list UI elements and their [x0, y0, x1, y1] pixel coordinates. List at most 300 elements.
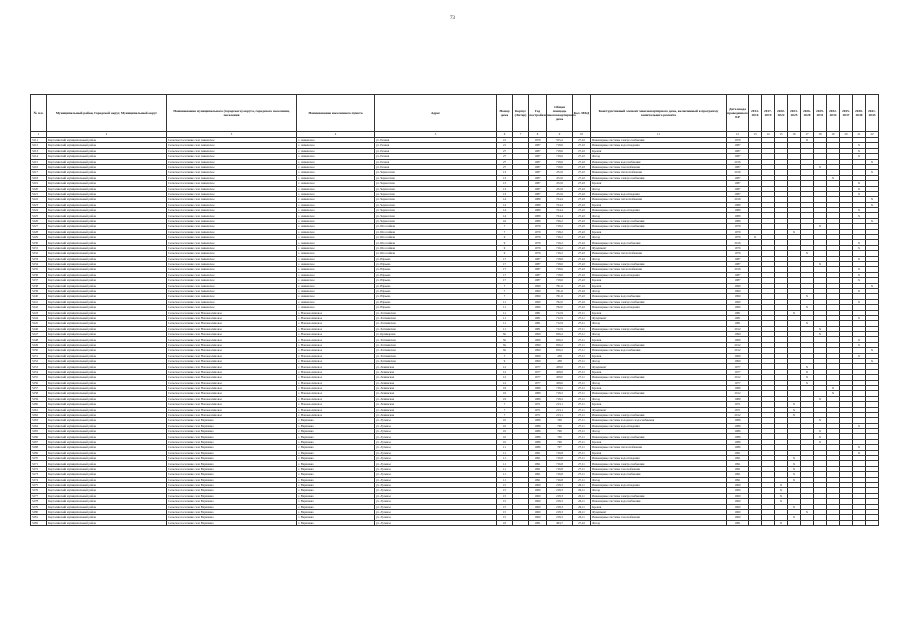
- table-cell: Карталинский муниципальный район: [47, 245, 167, 250]
- table-cell: Карталинский муниципальный район: [47, 251, 167, 256]
- table-cell: 1986: [529, 434, 547, 439]
- column-number-cell: 5: [375, 132, 497, 138]
- header-cell-17: 2026-2028: [801, 95, 814, 132]
- table-cell: 1960: [727, 504, 749, 509]
- table-cell: 1989: [727, 202, 749, 207]
- table-cell: 5227: [31, 224, 47, 229]
- table-cell: Сельское поселение села Новокаолиновое: [167, 342, 297, 347]
- table-cell: Сельское поселение села Варшавка: [167, 466, 297, 471]
- table-cell: 27,11: [573, 412, 591, 417]
- table-cell: 27,22: [573, 175, 591, 180]
- table-cell: 762,0: [547, 305, 573, 310]
- table-cell: Сельское поселение села Анненское: [167, 154, 297, 159]
- table-cell: Инженерные системы водоснабжения: [591, 348, 727, 353]
- table-cell: 1989: [529, 197, 547, 202]
- table-cell: Карталинский муниципальный район: [47, 272, 167, 277]
- table-cell: с. Анненское: [297, 288, 375, 293]
- table-cell: 716,2: [547, 235, 573, 240]
- table-cell: 15: [497, 483, 513, 488]
- table-cell: с. Варшавка: [297, 450, 375, 455]
- table-cell: Карталинский муниципальный район: [47, 138, 167, 143]
- table-cell: [827, 520, 840, 525]
- table-cell: 5226: [31, 218, 47, 223]
- table-cell: 7: [497, 224, 513, 229]
- table-cell: Сельское поселение села Варшавка: [167, 434, 297, 439]
- table-cell: Карталинский муниципальный район: [47, 429, 167, 434]
- table-cell: Кровля: [591, 385, 727, 390]
- table-cell: 27: [497, 164, 513, 169]
- table-cell: 5259: [31, 396, 47, 401]
- table-cell: с. Анненское: [297, 191, 375, 196]
- table-cell: 1987: [727, 154, 749, 159]
- table-cell: 1990: [727, 353, 749, 358]
- column-number-cell: 8: [529, 132, 547, 138]
- table-cell: 5282: [31, 520, 47, 525]
- table-cell: ул. Лучевое: [375, 477, 497, 482]
- column-number-cell: 15: [775, 132, 788, 138]
- table-cell: с. Новокаолиновое: [297, 348, 375, 353]
- header-cell-21: 2038-2040: [853, 95, 866, 132]
- table-cell: 1960: [727, 515, 749, 520]
- table-cell: 1979: [529, 235, 547, 240]
- table-cell: 5215: [31, 159, 47, 164]
- table-cell: 472,6: [547, 186, 573, 191]
- table-cell: ул. Ленинская: [375, 369, 497, 374]
- table-cell: X: [788, 515, 801, 520]
- table-cell: Кровля: [591, 450, 727, 455]
- table-cell: 718,2: [547, 391, 573, 396]
- table-cell: [801, 520, 814, 525]
- table-cell: с. Анненское: [297, 186, 375, 191]
- table-cell: 27,11: [573, 332, 591, 337]
- table-cell: Фасад: [591, 359, 727, 364]
- table-cell: 1987: [529, 186, 547, 191]
- table-cell: X: [814, 224, 827, 229]
- table-cell: 218,3: [547, 488, 573, 493]
- table-cell: X: [853, 186, 866, 191]
- table-cell: 218,3: [547, 483, 573, 488]
- table-cell: X: [866, 359, 879, 364]
- capital-repair-table: [30, 94, 879, 526]
- table-cell: 1991: [727, 450, 749, 455]
- table-cell: 16: [497, 520, 513, 525]
- table-cell: ул. Шоссейная: [375, 240, 497, 245]
- table-cell: 19: [497, 396, 513, 401]
- table-cell: ул. Черкасская: [375, 181, 497, 186]
- table-cell: Сельское поселение села Анненское: [167, 181, 297, 186]
- table-cell: 1990: [727, 305, 749, 310]
- table-cell: ул. Лучевое: [375, 504, 497, 509]
- table-cell: ул. Лучевое: [375, 520, 497, 525]
- table-cell: 19: [497, 391, 513, 396]
- table-cell: 1979: [727, 138, 749, 143]
- table-cell: 13: [497, 181, 513, 186]
- table-cell: 2016: [727, 240, 749, 245]
- header-cell-11: Конструктивный элемент многоквартирного дома, включенный в программу капитального ремонта: [591, 95, 727, 132]
- table-cell: с. Анненское: [297, 218, 375, 223]
- table-cell: X: [866, 202, 879, 207]
- table-cell: 218,3: [547, 509, 573, 514]
- column-number-cell: 22: [866, 132, 879, 138]
- table-cell: Кровля: [591, 402, 727, 407]
- table-cell: Карталинский муниципальный район: [47, 256, 167, 261]
- table-cell: 718,6: [547, 272, 573, 277]
- table-cell: Сельское поселение села Анненское: [167, 186, 297, 191]
- table-cell: 762,0: [547, 299, 573, 304]
- table-cell: 27,11: [573, 369, 591, 374]
- table-cell: 5251: [31, 353, 47, 358]
- table-cell: 1990: [529, 294, 547, 299]
- table-cell: Кровля: [591, 181, 727, 186]
- table-cell: 27,11: [573, 326, 591, 331]
- table-cell: 1971: [727, 407, 749, 412]
- table-cell: Фундамент: [591, 364, 727, 369]
- table-cell: Сельское поселение села Варшавка: [167, 423, 297, 428]
- table-cell: 27,11: [573, 321, 591, 326]
- table-cell: Карталинский муниципальный район: [47, 186, 167, 191]
- table-cell: Карталинский муниципальный район: [47, 197, 167, 202]
- table-cell: 5229: [31, 235, 47, 240]
- table-cell: Сельское поселение села Варшавка: [167, 493, 297, 498]
- table-cell: ул. Юрьева: [375, 261, 497, 266]
- column-number-cell: 18: [814, 132, 827, 138]
- table-cell: ул. Ленинская: [375, 385, 497, 390]
- table-cell: 27,22: [573, 256, 591, 261]
- table-cell: 10: [497, 439, 513, 444]
- table-cell: 1990: [529, 332, 547, 337]
- table-cell: 1987: [529, 154, 547, 159]
- table-cell: ул. Лучевое: [375, 423, 497, 428]
- table-cell: Кровля: [591, 504, 727, 509]
- table-cell: 9: [497, 251, 513, 256]
- table-cell: 5280: [31, 509, 47, 514]
- table-cell: 706: [547, 429, 573, 434]
- table-cell: ул. Хатминская: [375, 315, 497, 320]
- table-cell: 5233: [31, 256, 47, 261]
- table-cell: 27,11: [573, 385, 591, 390]
- table-cell: Фасад: [591, 520, 727, 525]
- table-cell: ул. Лучевое: [375, 515, 497, 520]
- table-cell: 5218: [31, 175, 47, 180]
- table-cell: 26,11: [573, 493, 591, 498]
- table-cell: ул. Лучевое: [375, 461, 497, 466]
- column-number-cell: 4: [297, 132, 375, 138]
- table-cell: Инженерные системы электроснабжения: [591, 342, 727, 347]
- table-cell: X: [853, 315, 866, 320]
- table-cell: с. Анненское: [297, 208, 375, 213]
- table-cell: X: [788, 412, 801, 417]
- table-cell: 1989: [529, 396, 547, 401]
- table-cell: Фасад: [591, 429, 727, 434]
- table-cell: 5253: [31, 364, 47, 369]
- table-cell: с. Варшавка: [297, 418, 375, 423]
- table-cell: 14: [497, 202, 513, 207]
- table-cell: X: [801, 305, 814, 310]
- table-cell: Карталинский муниципальный район: [47, 391, 167, 396]
- table-cell: X: [853, 337, 866, 342]
- table-cell: с. Анненское: [297, 224, 375, 229]
- table-cell: 15: [497, 499, 513, 504]
- table-cell: 12: [497, 364, 513, 369]
- table-body: [31, 132, 879, 526]
- table-cell: 1981: [529, 310, 547, 315]
- table-cell: 1960: [727, 488, 749, 493]
- table-cell: ул. Юрьева: [375, 288, 497, 293]
- table-cell: с. Анненское: [297, 251, 375, 256]
- header-cell-16: 2023-2025: [788, 95, 801, 132]
- table-cell: 1990: [727, 299, 749, 304]
- table-cell: 5245: [31, 321, 47, 326]
- table-cell: с. Варшавка: [297, 515, 375, 520]
- table-cell: 27,22: [573, 305, 591, 310]
- table-cell: с. Варшавка: [297, 472, 375, 477]
- table-cell: 1987: [529, 159, 547, 164]
- table-cell: 712,9: [547, 326, 573, 331]
- table-cell: 5260: [31, 402, 47, 407]
- header-cell-1: № п.п.: [31, 95, 47, 132]
- table-cell: ул. Речная: [375, 159, 497, 164]
- table-cell: Инженерные системы газоснабжения: [591, 515, 727, 520]
- header-cell-12: Дата ввода проведенного КР: [727, 95, 749, 132]
- table-cell: ул. Хатминская: [375, 359, 497, 364]
- table-cell: 27,22: [573, 245, 591, 250]
- table-cell: 5211: [31, 138, 47, 143]
- table-cell: 7: [497, 288, 513, 293]
- table-cell: Кровля: [591, 278, 727, 283]
- table-cell: 14: [497, 208, 513, 213]
- table-cell: Инженерные системы холодного водоснабжения: [591, 418, 727, 423]
- program-table-wrapper: [30, 94, 878, 526]
- table-cell: Кровля: [591, 148, 727, 153]
- table-cell: 9: [497, 240, 513, 245]
- table-cell: Сельское поселение села Анненское: [167, 283, 297, 288]
- table-cell: 1960: [529, 488, 547, 493]
- table-cell: 656,2: [547, 348, 573, 353]
- table-cell: 1987: [727, 256, 749, 261]
- table-cell: 1986: [727, 445, 749, 450]
- table-cell: ул. Лучевое: [375, 450, 497, 455]
- table-cell: 17: [497, 261, 513, 266]
- table-cell: 716,2: [547, 240, 573, 245]
- table-cell: Карталинский муниципальный район: [47, 520, 167, 525]
- table-cell: 5241: [31, 299, 47, 304]
- table-cell: 10: [497, 434, 513, 439]
- header-cell-22: 2041-2043: [866, 95, 879, 132]
- table-cell: 1991: [727, 477, 749, 482]
- table-cell: 5239: [31, 288, 47, 293]
- table-cell: Сельское поселение села Варшавка: [167, 456, 297, 461]
- table-cell: ул. Шоссейная: [375, 245, 497, 250]
- table-cell: 1987: [727, 278, 749, 283]
- header-cell-9: Общая площадь многоквартирного дома: [547, 95, 573, 132]
- table-cell: с. Новокаолиновое: [297, 396, 375, 401]
- table-cell: с. Анненское: [297, 197, 375, 202]
- table-cell: Карталинский муниципальный район: [47, 332, 167, 337]
- table-cell: с. Варшавка: [297, 509, 375, 514]
- column-number-cell: 7: [513, 132, 529, 138]
- table-cell: 11: [497, 310, 513, 315]
- header-cell-7: Корпус (Литер): [513, 95, 529, 132]
- table-cell: 472,6: [547, 170, 573, 175]
- table-cell: 1960: [529, 504, 547, 509]
- table-cell: X: [853, 245, 866, 250]
- table-row: [31, 520, 879, 525]
- table-cell: Карталинский муниципальный район: [47, 164, 167, 169]
- table-cell: 1991: [727, 466, 749, 471]
- table-cell: 1960: [529, 493, 547, 498]
- table-cell: X: [853, 278, 866, 283]
- header-cell-4: Наименование населенного пункта: [297, 95, 375, 132]
- table-cell: 5252: [31, 359, 47, 364]
- table-cell: 7: [497, 229, 513, 234]
- table-cell: 1986: [529, 439, 547, 444]
- table-cell: Сельское поселение села Анненское: [167, 288, 297, 293]
- table-cell: ул. Лучевое: [375, 466, 497, 471]
- table-cell: Кровля: [591, 229, 727, 234]
- table-cell: ул. Лучевое: [375, 434, 497, 439]
- table-cell: 1979: [529, 251, 547, 256]
- table-cell: 5244: [31, 315, 47, 320]
- table-cell: 218,3: [547, 504, 573, 509]
- table-cell: [749, 520, 762, 525]
- table-cell: 27,11: [573, 461, 591, 466]
- table-cell: ул. Хатминская: [375, 342, 497, 347]
- table-cell: X: [853, 450, 866, 455]
- table-cell: Карталинский муниципальный район: [47, 283, 167, 288]
- table-cell: X: [866, 170, 879, 175]
- table-cell: ул. Речная: [375, 138, 497, 143]
- table-cell: 1990: [529, 305, 547, 310]
- table-cell: 712,9: [547, 315, 573, 320]
- table-cell: 11: [497, 461, 513, 466]
- table-cell: 1991: [529, 466, 547, 471]
- table-cell: ул. Черкасская: [375, 202, 497, 207]
- table-cell: 17: [497, 256, 513, 261]
- table-cell: ул. Черкасская: [375, 213, 497, 218]
- table-cell: с. Анненское: [297, 299, 375, 304]
- table-cell: 5250: [31, 348, 47, 353]
- table-cell: Сельское поселение села Варшавка: [167, 504, 297, 509]
- table-cell: 1990: [727, 283, 749, 288]
- table-cell: 5274: [31, 477, 47, 482]
- table-cell: 716,2: [547, 245, 573, 250]
- table-cell: X: [853, 213, 866, 218]
- table-cell: 1991: [727, 456, 749, 461]
- table-cell: 13: [497, 170, 513, 175]
- table-cell: Инженерные системы электроснабжения: [591, 434, 727, 439]
- table-cell: ул. Лучевое: [375, 439, 497, 444]
- table-cell: 7: [497, 353, 513, 358]
- table-cell: Сельское поселение села Анненское: [167, 143, 297, 148]
- table-cell: 27: [497, 148, 513, 153]
- table-cell: 10: [497, 418, 513, 423]
- table-cell: Фундамент: [591, 315, 727, 320]
- table-cell: 1977: [727, 380, 749, 385]
- table-cell: Инженерные системы водоотведения: [591, 456, 727, 461]
- table-cell: 27,11: [573, 472, 591, 477]
- table-cell: X: [801, 364, 814, 369]
- table-cell: 8a: [497, 342, 513, 347]
- table-cell: 1990: [529, 342, 547, 347]
- table-cell: Сельское поселение села Новокаолиновое: [167, 385, 297, 390]
- table-cell: ул. Хатминская: [375, 326, 497, 331]
- table-cell: [866, 520, 879, 525]
- table-cell: Инженерные системы водоснабжения: [591, 472, 727, 477]
- table-cell: 1986: [727, 434, 749, 439]
- table-cell: 1990: [529, 299, 547, 304]
- table-cell: X: [853, 256, 866, 261]
- table-cell: 27,22: [573, 520, 591, 525]
- table-cell: Инженерные системы электроснабжения: [591, 412, 727, 417]
- header-cell-13: 2014-2016: [749, 95, 762, 132]
- table-cell: Карталинский муниципальный район: [47, 240, 167, 245]
- table-cell: X: [866, 348, 879, 353]
- table-cell: 5243: [31, 310, 47, 315]
- table-cell: 5269: [31, 450, 47, 455]
- table-cell: X: [788, 461, 801, 466]
- table-cell: Сельское поселение села Новокаолиновое: [167, 310, 297, 315]
- table-cell: X: [801, 294, 814, 299]
- table-cell: Карталинский муниципальный район: [47, 461, 167, 466]
- table-cell: Карталинский муниципальный район: [47, 202, 167, 207]
- table-cell: с. Новокаолиновое: [297, 375, 375, 380]
- table-cell: Карталинский муниципальный район: [47, 191, 167, 196]
- table-cell: 27,22: [573, 181, 591, 186]
- table-cell: Карталинский муниципальный район: [47, 224, 167, 229]
- table-cell: Карталинский муниципальный район: [47, 504, 167, 509]
- table-cell: 1977: [727, 369, 749, 374]
- table-cell: 761,6: [547, 288, 573, 293]
- table-cell: Карталинский муниципальный район: [47, 423, 167, 428]
- table-cell: 1987: [529, 181, 547, 186]
- table-cell: Сельское поселение села Новокаолиновое: [167, 359, 297, 364]
- table-cell: 9: [497, 235, 513, 240]
- table-cell: ул. Черкасская: [375, 191, 497, 196]
- table-cell: 1960: [727, 493, 749, 498]
- table-cell: 1987: [529, 143, 547, 148]
- table-cell: Карталинский муниципальный район: [47, 493, 167, 498]
- table-cell: 5242: [31, 305, 47, 310]
- table-cell: X: [853, 342, 866, 347]
- table-cell: 1987: [727, 272, 749, 277]
- table-cell: 706: [547, 434, 573, 439]
- table-cell: 19: [497, 385, 513, 390]
- table-cell: 27,22: [573, 202, 591, 207]
- table-cell: Карталинский муниципальный район: [47, 342, 167, 347]
- table-cell: 7: [497, 283, 513, 288]
- table-cell: Инженерные системы водоотведения: [591, 272, 727, 277]
- table-cell: 5216: [31, 164, 47, 169]
- table-cell: Сельское поселение села Анненское: [167, 159, 297, 164]
- table-cell: 27,22: [573, 197, 591, 202]
- table-cell: 5217: [31, 170, 47, 175]
- table-cell: с. Варшавка: [297, 504, 375, 509]
- table-cell: Инженерные системы водоснабжения: [591, 240, 727, 245]
- table-cell: 5234: [31, 261, 47, 266]
- table-cell: 5225: [31, 213, 47, 218]
- table-cell: 1989: [727, 396, 749, 401]
- table-cell: 724,4: [547, 197, 573, 202]
- table-cell: Карталинский муниципальный район: [47, 359, 167, 364]
- table-cell: 1989: [727, 385, 749, 390]
- table-cell: 1987: [529, 261, 547, 266]
- table-cell: Сельское поселение села Варшавка: [167, 488, 297, 493]
- table-cell: с. Новокаолиновое: [297, 315, 375, 320]
- table-cell: 5275: [31, 483, 47, 488]
- table-cell: Сельское поселение села Новокаолиновое: [167, 402, 297, 407]
- table-cell: Фасад: [591, 488, 727, 493]
- table-cell: Инженерные системы теплоснабжения: [591, 445, 727, 450]
